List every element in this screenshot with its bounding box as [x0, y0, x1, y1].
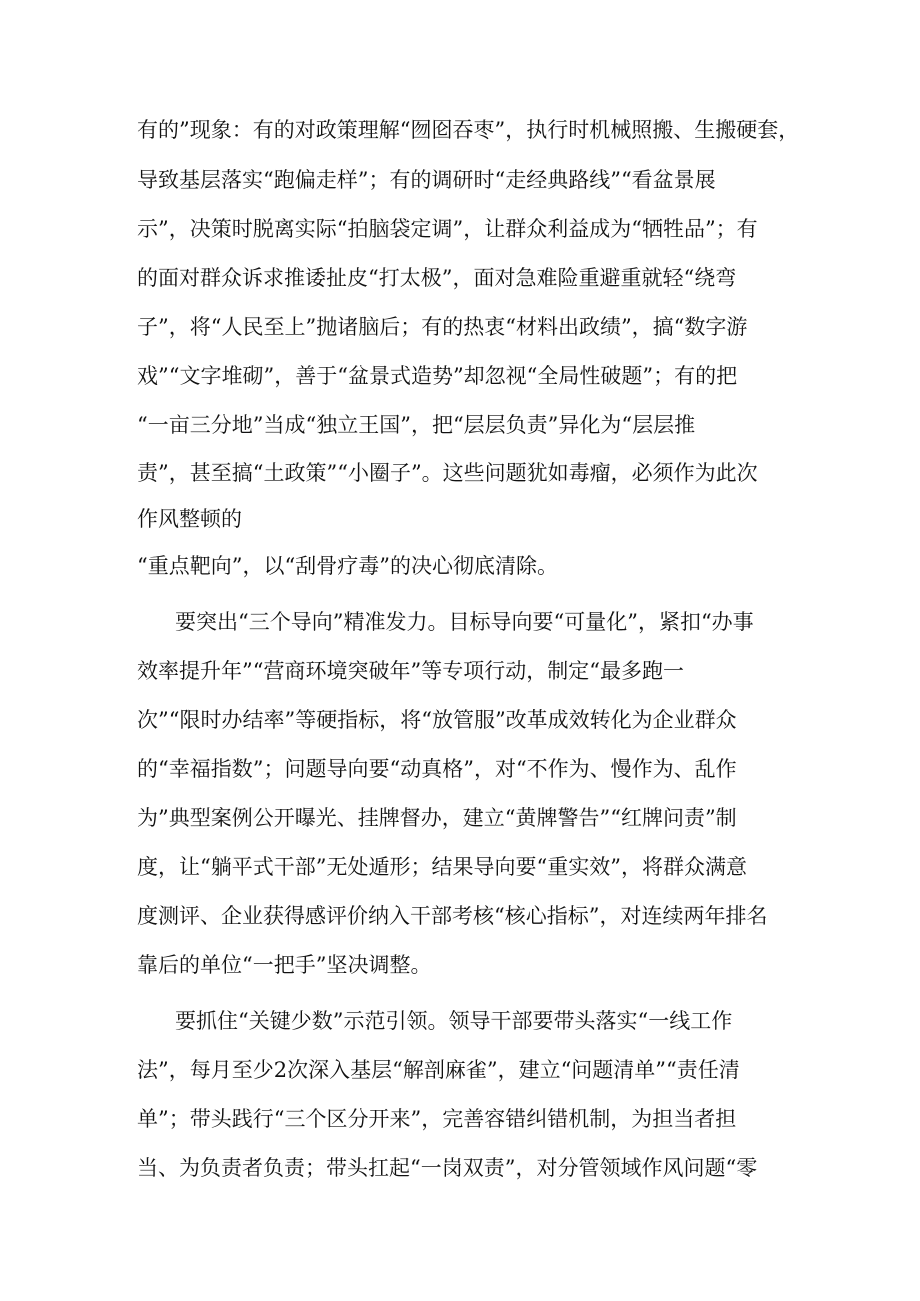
paragraph-line: 子”，将“人民至上”抛诸脑后；有的热衷“材料出政绩”，搞“数字游 [137, 315, 748, 339]
paragraph-line: 示”，决策时脱离实际“拍脑袋定调”，让群众利益成为“牺牲品”；有 [137, 217, 758, 241]
paragraph-line: 次”“限时办结率”等硬指标，将“放管服”改革成效转化为企业群众 [137, 708, 737, 732]
paragraph-line: 的面对群众诉求推诿扯皮“打太极”，面对急难险重避重就轻“绕弯 [137, 266, 737, 290]
paragraph-line: 单”；带头践行“三个区分开来”，完善容错纠错机制，为担当者担 [137, 1107, 737, 1131]
paragraph-line: 要突出“三个导向”精准发力。目标导向要“可量化”，紧扣“办事 [175, 610, 754, 634]
paragraph-line: 度，让“躺平式干部”无处遁形；结果导向要“重实效”，将群众满意 [137, 855, 747, 879]
paragraph-line: “重点靶向”，以“刮骨疗毒”的决心彻底清除。 [137, 554, 558, 578]
paragraph-line: 责”，甚至搞“土政策”“小圈子”。这些问题犹如毒瘤，必须作为此次 [137, 461, 758, 485]
paragraph-line: 效率提升年”“营商环境突破年”等专项行动，制定“最多跑一 [137, 659, 684, 683]
paragraph-line: 要抓住“关键少数”示范引领。领导干部要带头落实“一线工作 [175, 1009, 733, 1033]
paragraph-line: 为”典型案例公开曝光、挂牌督办，建立“黄牌警告”“红牌问责”制 [137, 806, 737, 830]
paragraph-line: 作风整顿的 [137, 507, 242, 531]
paragraph-line: 度测评、企业获得感评价纳入干部考核“核心指标”，对连续两年排名 [137, 904, 768, 928]
paragraph-line: “一亩三分地”当成“独立王国”，把“层层负责”异化为“层层推 [137, 413, 696, 437]
paragraph-line: 当、为负责者负责；带头扛起“一岗双责”，对分管领域作风问题“零 [137, 1156, 758, 1180]
paragraph-line: 的“幸福指数”；问题导向要“动真格”，对“不作为、慢作为、乱作 [137, 757, 737, 781]
paragraph-line: 导致基层落实“跑偏走样”；有的调研时“走经典路线”“看盆景展 [137, 168, 716, 192]
paragraph-line: 戏”“文字堆砌”，善于“盆景式造势”却忽视“全局性破题”；有的把 [137, 364, 738, 388]
paragraph-line: 有的”现象：有的对政策理解“囫囵吞枣”，执行时机械照搬、生搬硬套， [137, 118, 800, 142]
paragraph-line: 靠后的单位“一把手”坚决调整。 [137, 953, 432, 977]
paragraph-line: 法”，每月至少2次深入基层“解剖麻雀”，建立“问题清单”“责任清 [137, 1058, 740, 1082]
